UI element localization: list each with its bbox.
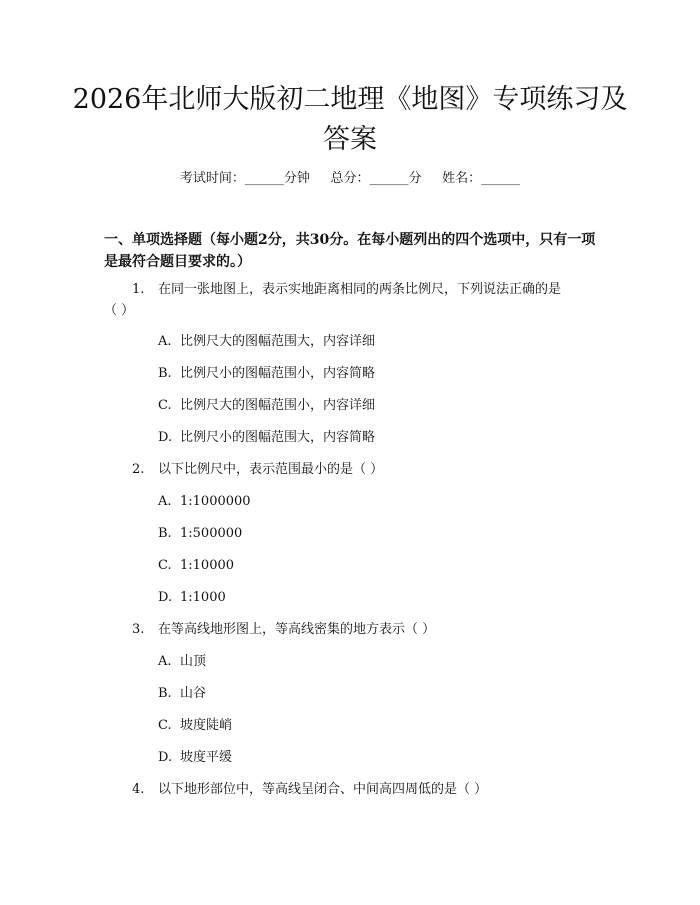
option-letter: C.: [158, 558, 172, 573]
option-letter: B.: [158, 526, 172, 541]
question-text: 在同一张地图上，表示实地距离相同的两条比例尺，下列说法正确的是: [158, 282, 562, 297]
option-letter: D.: [158, 430, 173, 445]
option-text: 比例尺大的图幅范围大，内容详细: [180, 334, 376, 349]
option-letter: D.: [158, 750, 173, 765]
option-text: 坡度平缓: [180, 750, 233, 765]
option-text: 比例尺小的图幅范围小，内容简略: [180, 366, 376, 381]
question-text: 以下地形部位中，等高线呈闭合、中间高四周低的是（ ）: [158, 782, 488, 797]
question-number: 4.: [132, 782, 145, 797]
option-1b[interactable]: [158, 364, 375, 384]
question-text: 在等高线地形图上，等高线密集的地方表示（ ）: [158, 622, 436, 637]
option-text: 1:500000: [180, 526, 243, 541]
question-number: 3.: [132, 622, 145, 637]
option-text: 坡度陡峭: [180, 718, 233, 733]
option-letter: B.: [158, 366, 172, 381]
option-letter: A.: [158, 654, 172, 669]
option-3a[interactable]: [158, 652, 206, 672]
option-3c[interactable]: [158, 716, 232, 736]
option-letter: A.: [158, 494, 172, 509]
question-number: 2.: [132, 462, 145, 477]
option-letter: C.: [158, 398, 172, 413]
option-text: 比例尺小的图幅范围大，内容简略: [180, 430, 376, 445]
option-1c[interactable]: [158, 396, 375, 416]
question-number: 1.: [132, 282, 145, 297]
option-2c[interactable]: [158, 556, 234, 576]
option-text: 1:10000: [180, 558, 235, 573]
option-text: 比例尺大的图幅范围小，内容详细: [180, 398, 376, 413]
option-text: 1:1000000: [180, 494, 251, 509]
option-1d[interactable]: [158, 428, 375, 448]
option-letter: A.: [158, 334, 172, 349]
option-text: 山谷: [180, 686, 207, 701]
option-2b[interactable]: [158, 524, 242, 544]
option-1a[interactable]: [158, 332, 375, 352]
option-text: 山顶: [180, 654, 207, 669]
option-3d[interactable]: [158, 748, 232, 768]
option-2d[interactable]: [158, 588, 226, 608]
option-text: 1:1000: [180, 590, 226, 605]
section-heading: 一、单项选择题（每小题2分，共30分。在每小题列出的四个选项中，只有一项是最符合题目要求的。）: [104, 232, 596, 270]
page-title: 2026年北师大版初二地理《地图》专项练习及答案: [72, 84, 628, 155]
question-1-blank: （ ）: [104, 303, 135, 318]
question-text: 以下比例尺中，表示范围最小的是（ ）: [158, 462, 384, 477]
option-3b[interactable]: [158, 684, 206, 704]
option-letter: C.: [158, 718, 172, 733]
option-letter: B.: [158, 686, 172, 701]
option-letter: D.: [158, 590, 173, 605]
option-2a[interactable]: [158, 492, 251, 512]
exam-info-line: 考试时间：______分钟 总分：______分 姓名：______: [179, 171, 521, 186]
